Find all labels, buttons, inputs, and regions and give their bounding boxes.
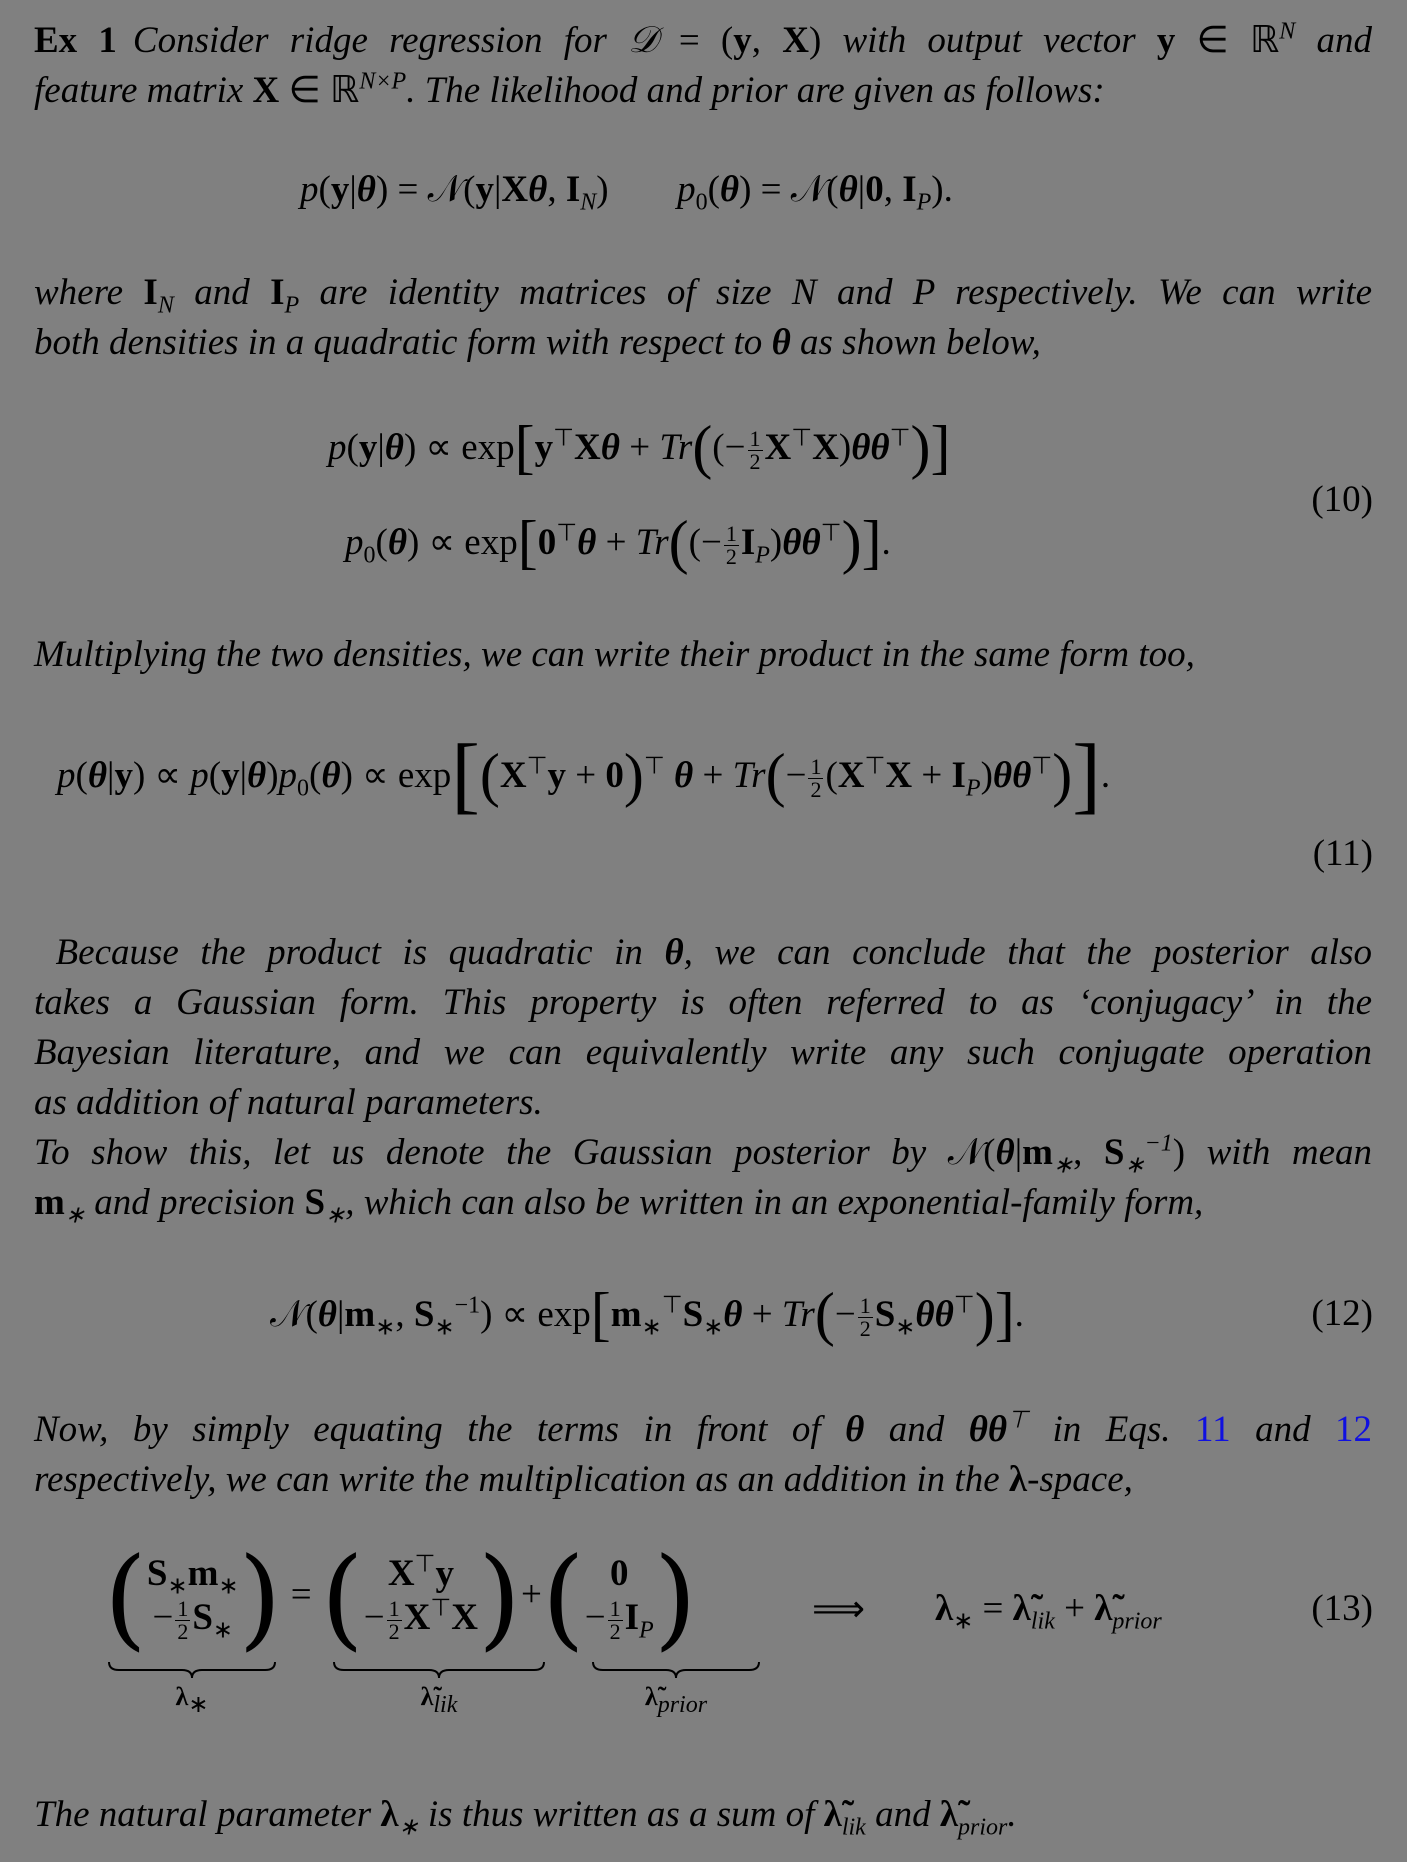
eq10-row-1: p(y|θ) ∝ exp[y⊤Xθ + Tr((− $\frac{1}{2}$ X⊤X)θθ⊤)] <box>328 414 951 480</box>
conjugacy-line-2: takes a Gaussian form. This property is often referred to as ‘conjugacy’ in the <box>34 982 1372 1023</box>
likelihood-prior-equation: p(y|θ) = 𝒩(y|Xθ, $I_N$) $p_0(\theta)$ = 𝒩(θ|0, $I_P$). <box>300 169 953 216</box>
eq10-number: (10) <box>1311 479 1373 520</box>
eq13-matrix-2: X⊤y − $\frac{1}{2}$ X⊤X <box>363 1551 479 1645</box>
conjugacy-paragraph <box>34 928 1372 1228</box>
multiply-paragraph <box>34 630 1372 680</box>
intro-line-2: feature matrix X ∈ ℝ$^{N\times P}$. The likelihood and prior are given as follows: <box>34 68 1105 111</box>
equating-line-1: Now, by simply equating the terms in front of θ and θθ⊤ in Eqs. 11 and 12 <box>34 1407 1373 1450</box>
conjugacy-line-3: Bayesian literature, and we can equivalently write any such conjugate operation <box>34 1032 1372 1073</box>
equating-line-2: respectively, we can write the multiplication as an addition in the λ-space, <box>34 1459 1133 1500</box>
eq13-rhs: $\lambda_∗$ = $\lambdã_{lik}$ + $\lambdã_{prior}$ <box>935 1588 1162 1635</box>
underbrace-lambda-star: $\lambda_∗$ <box>104 1660 280 1713</box>
conjugacy-line-1: Because the product is quadratic in θ, we can conclude that the posterior also <box>34 932 1372 973</box>
eq11-number: (11) <box>1312 833 1373 874</box>
conjugacy-line-5: To show this, let us denote the Gaussian posterior by $𝒩(\theta|m_∗$, $S_∗^{-1}$) with mean <box>34 1130 1372 1179</box>
conjugacy-line-6: $m_∗$ and precision $S_∗$, which can also be written in an exponential-family form, <box>34 1182 1204 1229</box>
eq13-implies: ⟹ <box>812 1589 866 1630</box>
intro-paragraph <box>34 16 1372 116</box>
equating-paragraph <box>34 1405 1372 1505</box>
identity-line-1: where $I_N$ and $I_P$ are identity matrices of size N and P respectively. We can write <box>34 272 1373 319</box>
underbrace-lambda-lik: $\lambdã_{lik}$ <box>330 1660 548 1713</box>
eq13-body: ($S_∗m_∗$ − $\frac{1}{2}$ $S_∗$) = ( X⊤y − $\frac{1}{2}$ X⊤X)+( 0 − $\frac{1}{2}$ $I_P$) <box>104 1533 697 1662</box>
eq11-link[interactable]: 11 <box>1194 1409 1231 1450</box>
identity-line-2: both densities in a quadratic form with respect to θ as shown below, <box>34 322 1041 363</box>
eq13-number: (13) <box>1311 1588 1373 1629</box>
eq10-row-2: $p_0(\theta) \propto \exp[0^⊤\theta + Tr((-$ $\frac{1}{2}$ $I_P)\theta\theta^⊤$)]. <box>345 509 891 575</box>
conclusion-paragraph <box>34 1790 1372 1840</box>
eq11-body: $p(\theta|y) \propto p(y|\theta)p_0(\theta) \propto \exp[(X^⊤y + 0)^⊤$ θ + Tr(− $\frac{1}{2}$ $(X^⊤X + I_P)\theta\theta^⊤$)]. <box>57 726 1111 822</box>
conjugacy-line-4: as addition of natural parameters. <box>34 1082 543 1123</box>
underbrace-lambda-prior: $\lambdã_{prior}$ <box>588 1660 764 1713</box>
example-label: Ex 1 <box>34 20 117 61</box>
identity-paragraph <box>34 268 1372 368</box>
eq12-body: $𝒩(\theta|m_∗$, $S_∗^{-1}) \propto \exp[m_∗^⊤S_∗\theta + Tr(-$ $\frac{1}{2}$ $S_∗\theta\theta^⊤$)]. <box>270 1281 1024 1347</box>
multiply-line: Multiplying the two densities, we can write their product in the same form too, <box>34 634 1195 675</box>
eq12-number: (12) <box>1311 1293 1373 1334</box>
conclusion-line: The natural parameter $\lambda_∗$ is thus written as a sum of $\lambdã_{lik}$ and $\lambdã_{prior}$. <box>34 1794 1017 1841</box>
and-word: and <box>1255 1409 1311 1450</box>
eq13-matrix-3: 0 − $\frac{1}{2}$ $I_P$ <box>584 1553 654 1645</box>
intro-line-1: Ex 1 Consider ridge regression for 𝒟 = (y, X) with output vector y ∈ ℝ$^N$ and <box>34 18 1372 61</box>
eq13-matrix-1: $S_∗m_∗$ − $\frac{1}{2}$ $S_∗$ <box>146 1553 239 1645</box>
eq12-link[interactable]: 12 <box>1335 1409 1373 1450</box>
